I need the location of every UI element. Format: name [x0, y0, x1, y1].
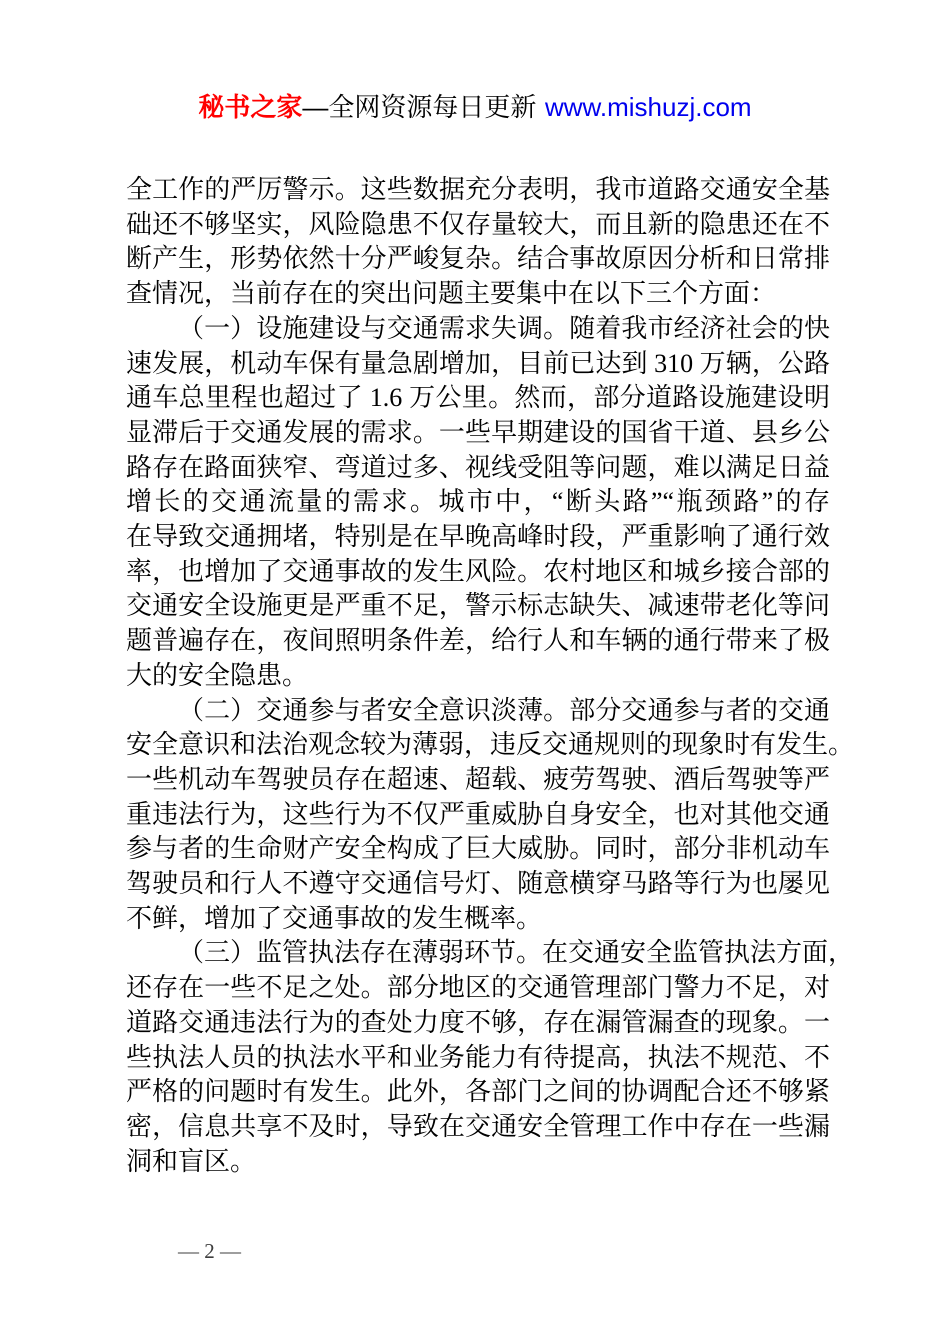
site-name: 秘书之家 — [198, 92, 303, 122]
page-header — [0, 90, 950, 124]
text-line: 大的安全隐患。 — [126, 660, 309, 690]
text-line: 在导致交通拥堵，特别是在早晚高峰时段，严重影响了通行效 — [126, 522, 830, 552]
text-line: 通车总里程也超过了 1.6 万公里。然而，部分道路设施建设明 — [126, 383, 830, 413]
header-tagline: 全网资源每日更新 — [328, 92, 537, 122]
text-line: 参与者的生命财产安全构成了巨大威胁。同时，部分非机动车 — [126, 834, 830, 864]
paragraph — [126, 312, 830, 694]
text-line: 础还不够坚实，风险隐患不仅存量较大，而且新的隐患还在不 — [126, 209, 830, 239]
text-line: （三）监管执法存在薄弱环节。在交通安全监管执法方面， — [178, 938, 855, 968]
page-footer — [178, 1238, 241, 1264]
text-line: 洞和盲区。 — [126, 1146, 257, 1176]
text-line: 安全意识和法治观念较为薄弱，违反交通规则的现象时有发生。 — [126, 730, 855, 760]
text-line: 一些机动车驾驶员存在超速、超载、疲劳驾驶、酒后驾驶等严 — [126, 764, 830, 794]
text-line: 交通安全设施更是严重不足，警示标志缺失、减速带老化等问 — [126, 591, 830, 621]
text-line: （二）交通参与者安全意识淡薄。部分交通参与者的交通 — [178, 695, 830, 725]
paragraph — [126, 173, 830, 312]
header-separator: — — [302, 92, 329, 122]
text-line: 不鲜，增加了交通事故的发生概率。 — [126, 903, 543, 933]
text-line: 率，也增加了交通事故的发生风险。农村地区和城乡接合部的 — [126, 556, 830, 586]
text-line: 题普遍存在，夜间照明条件差，给行人和车辆的通行带来了极 — [126, 626, 830, 656]
text-line: 驾驶员和行人不遵守交通信号灯、随意横穿马路等行为也屡见 — [126, 869, 830, 899]
page-number: — 2 — — [178, 1239, 241, 1263]
document-body — [126, 173, 855, 1179]
text-line: 严格的问题时有发生。此外，各部门之间的协调配合还不够紧 — [126, 1077, 830, 1107]
site-url-link[interactable]: www.mishuzj.com — [545, 92, 752, 122]
text-line: 增长的交通流量的需求。城市中，“断头路”“瓶颈路”的存 — [126, 487, 830, 517]
text-line: 重违法行为，这些行为不仅严重威胁自身安全，也对其他交通 — [126, 799, 830, 829]
paragraph — [126, 936, 855, 1179]
text-line: （一）设施建设与交通需求失调。随着我市经济社会的快 — [178, 313, 830, 343]
paragraph — [126, 694, 855, 937]
text-line: 密，信息共享不及时，导致在交通安全管理工作中存在一些漏 — [126, 1111, 830, 1141]
text-line: 全工作的严厉警示。这些数据充分表明，我市道路交通安全基 — [126, 175, 830, 204]
text-line: 还存在一些不足之处。部分地区的交通管理部门警力不足，对 — [126, 973, 830, 1003]
text-line: 显滞后于交通发展的需求。一些早期建设的国省干道、县乡公 — [126, 417, 830, 447]
text-line: 查情况，当前存在的突出问题主要集中在以下三个方面： — [126, 279, 777, 309]
text-line: 路存在路面狭窄、弯道过多、视线受阻等问题，难以满足日益 — [126, 452, 830, 482]
text-line: 些执法人员的执法水平和业务能力有待提高，执法不规范、不 — [126, 1042, 830, 1072]
text-line: 速发展，机动车保有量急剧增加，目前已达到 310 万辆，公路 — [126, 348, 830, 378]
text-line: 道路交通违法行为的查处力度不够，存在漏管漏查的现象。一 — [126, 1007, 830, 1037]
text-line: 断产生，形势依然十分严峻复杂。结合事故原因分析和日常排 — [126, 244, 830, 274]
